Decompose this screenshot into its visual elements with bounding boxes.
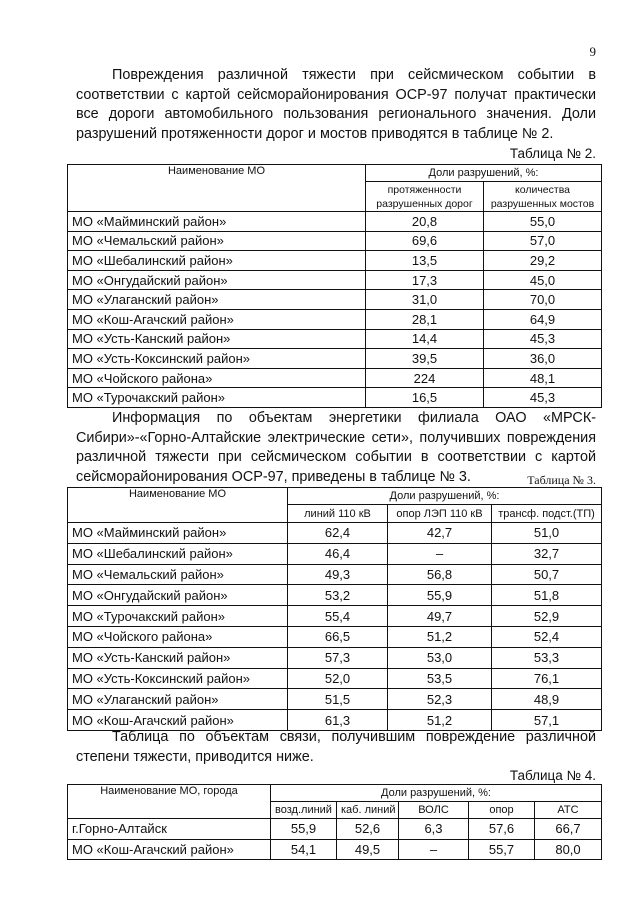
table-row <box>68 668 602 689</box>
table-cell-value: 45,0 <box>484 270 602 290</box>
table-cell-name: МО «Онгудайский район» <box>68 585 288 606</box>
table-cell-value: 52,3 <box>388 689 492 710</box>
table-cell-value: 48,9 <box>492 689 602 710</box>
table-cell-value: 53,2 <box>288 585 388 606</box>
table-row <box>68 606 602 627</box>
table-row <box>68 839 602 860</box>
table-cell-value: 55,4 <box>288 606 388 627</box>
table-cell-value: 52,9 <box>492 606 602 627</box>
table-cell-value: 51,8 <box>492 585 602 606</box>
table-3-header-lines: линий 110 кВ <box>288 505 388 523</box>
table-row <box>68 231 602 251</box>
table-cell-value: 57,3 <box>288 647 388 668</box>
table-2-header-name: Наименование МО <box>68 165 366 212</box>
table-cell-name: МО «Усть-Коксинский район» <box>68 668 288 689</box>
table-2-header-roads: протяженности разрушенных дорог <box>366 182 484 212</box>
table-3 <box>67 487 602 731</box>
table-cell-value: 45,3 <box>484 329 602 349</box>
table-cell-value: 50,7 <box>492 564 602 585</box>
table-4-header-group: Доли разрушений, %: <box>271 785 602 802</box>
table-cell-value: 45,3 <box>484 388 602 408</box>
table-row <box>68 543 602 564</box>
table-cell-value: 61,3 <box>288 710 388 731</box>
table-3-header-substations: трансф. подст.(ТП) <box>492 505 602 523</box>
table-2-header-group: Доли разрушений, %: <box>366 165 602 182</box>
table-cell-value: 46,4 <box>288 543 388 564</box>
table-cell-value: 76,1 <box>492 668 602 689</box>
table-4-header-exchange: АТС <box>535 802 602 819</box>
table-cell-value: 55,9 <box>271 819 337 840</box>
table-cell-value: 51,0 <box>492 523 602 544</box>
table-cell-value: 66,7 <box>535 819 602 840</box>
table-cell-value: 16,5 <box>366 388 484 408</box>
table-cell-value: 31,0 <box>366 290 484 310</box>
table-cell-value: 32,7 <box>492 543 602 564</box>
table-row <box>68 309 602 329</box>
paragraph-roads-intro: Повреждения различной тяжести при сейсмическом событии в соответствии с картой сейсморайонирования ОСР-97 получат практически все дороги автомобильного пользования регионального значения. Доли разрушений протяженности дорог и мостов приводятся в таблице № 2. <box>76 67 596 142</box>
table-cell-value: 57,1 <box>492 710 602 731</box>
table-row <box>68 290 602 310</box>
table-cell-value: 49,7 <box>388 606 492 627</box>
table-cell-value: 70,0 <box>484 290 602 310</box>
table-cell-value: – <box>399 839 469 860</box>
table-cell-value: 51,2 <box>388 710 492 731</box>
table-cell-value: 69,6 <box>366 231 484 251</box>
table-row <box>68 819 602 840</box>
table-cell-value: 49,5 <box>337 839 399 860</box>
table-row <box>68 689 602 710</box>
table-cell-value: 80,0 <box>535 839 602 860</box>
table-cell-value: 17,3 <box>366 270 484 290</box>
table-cell-name: МО «Чемальский район» <box>68 564 288 585</box>
table-cell-value: 49,3 <box>288 564 388 585</box>
table-cell-value: 54,1 <box>271 839 337 860</box>
table-row <box>68 626 602 647</box>
table-cell-value: 52,0 <box>288 668 388 689</box>
table-cell-name: МО «Чойского района» <box>68 368 366 388</box>
table-cell-value: 42,7 <box>388 523 492 544</box>
table-4-caption: Таблица № 4. <box>509 768 596 783</box>
table-cell-name: МО «Шебалинский район» <box>68 251 366 271</box>
table-cell-value: 14,4 <box>366 329 484 349</box>
table-cell-name: МО «Кош-Агачский район» <box>68 839 271 860</box>
table-cell-value: 51,5 <box>288 689 388 710</box>
table-cell-value: 51,2 <box>388 626 492 647</box>
table-row <box>68 647 602 668</box>
table-cell-value: 13,5 <box>366 251 484 271</box>
table-cell-name: МО «Усть-Канский район» <box>68 329 366 349</box>
table-cell-value: 48,1 <box>484 368 602 388</box>
table-2-caption: Таблица № 2. <box>509 146 596 161</box>
table-cell-name: МО «Майминский район» <box>68 523 288 544</box>
table-row <box>68 212 602 232</box>
paragraph-communications-intro: Таблица по объектам связи, получившим повреждение различной степени тяжести, приводится ниже. <box>76 729 596 765</box>
table-cell-value: 62,4 <box>288 523 388 544</box>
table-row <box>68 388 602 408</box>
table-row <box>68 564 602 585</box>
table-cell-value: 53,5 <box>388 668 492 689</box>
table-cell-name: МО «Турочакский район» <box>68 388 366 408</box>
table-cell-name: МО «Усть-Коксинский район» <box>68 349 366 369</box>
table-4-header-overhead-lines: возд.линий <box>271 802 337 819</box>
paragraph-energy-intro: Информация по объектам энергетики филиала ОАО «МРСК-Сибири»-«Горно-Алтайские электрические сети», получивших повреждения различной тяжести при сейсмическом событии в соответствии с картой сейсморайонирования ОСР-97, приведены в таблице № 3. <box>76 410 596 485</box>
table-cell-value: 57,6 <box>469 819 535 840</box>
table-cell-value: 20,8 <box>366 212 484 232</box>
table-2 <box>67 164 602 408</box>
table-cell-value: 6,3 <box>399 819 469 840</box>
table-cell-name: МО «Турочакский район» <box>68 606 288 627</box>
table-cell-name: МО «Кош-Агачский район» <box>68 710 288 731</box>
table-cell-value: 52,4 <box>492 626 602 647</box>
table-cell-value: 55,7 <box>469 839 535 860</box>
table-3-caption: Таблица № 3. <box>527 473 596 487</box>
table-cell-name: МО «Онгудайский район» <box>68 270 366 290</box>
table-cell-name: МО «Чемальский район» <box>68 231 366 251</box>
table-row <box>68 349 602 369</box>
table-cell-name: г.Горно-Алтайск <box>68 819 271 840</box>
table-4-header-poles: опор <box>469 802 535 819</box>
table-cell-value: 53,0 <box>388 647 492 668</box>
table-cell-name: МО «Усть-Канский район» <box>68 647 288 668</box>
table-cell-value: 224 <box>366 368 484 388</box>
table-cell-value: 57,0 <box>484 231 602 251</box>
table-cell-value: 55,9 <box>388 585 492 606</box>
table-4-header-name: Наименование МО, города <box>68 785 271 819</box>
table-4-header-fiber: ВОЛС <box>399 802 469 819</box>
table-cell-value: 55,0 <box>484 212 602 232</box>
table-cell-value: 29,2 <box>484 251 602 271</box>
table-cell-value: 39,5 <box>366 349 484 369</box>
table-cell-name: МО «Улаганский район» <box>68 689 288 710</box>
table-2-header-bridges: количества разрушенных мостов <box>484 182 602 212</box>
table-4-header-cable-lines: каб. линий <box>337 802 399 819</box>
table-cell-value: 53,3 <box>492 647 602 668</box>
table-row <box>68 523 602 544</box>
table-row <box>68 368 602 388</box>
table-3-header-poles: опор ЛЭП 110 кВ <box>388 505 492 523</box>
table-cell-value: 36,0 <box>484 349 602 369</box>
table-cell-value: – <box>388 543 492 564</box>
table-3-header-group: Доли разрушений, %: <box>288 488 602 505</box>
table-cell-name: МО «Улаганский район» <box>68 290 366 310</box>
table-4 <box>67 784 602 860</box>
table-cell-name: МО «Чойского района» <box>68 626 288 647</box>
table-cell-value: 64,9 <box>484 309 602 329</box>
page-number: 9 <box>589 44 596 59</box>
table-cell-value: 52,6 <box>337 819 399 840</box>
table-cell-name: МО «Шебалинский район» <box>68 543 288 564</box>
table-cell-value: 28,1 <box>366 309 484 329</box>
table-row <box>68 270 602 290</box>
table-row <box>68 585 602 606</box>
table-cell-name: МО «Кош-Агачский район» <box>68 309 366 329</box>
table-cell-name: МО «Майминский район» <box>68 212 366 232</box>
table-cell-value: 56,8 <box>388 564 492 585</box>
table-3-header-name: Наименование МО <box>68 488 288 523</box>
table-cell-value: 66,5 <box>288 626 388 647</box>
table-row <box>68 251 602 271</box>
table-row <box>68 329 602 349</box>
